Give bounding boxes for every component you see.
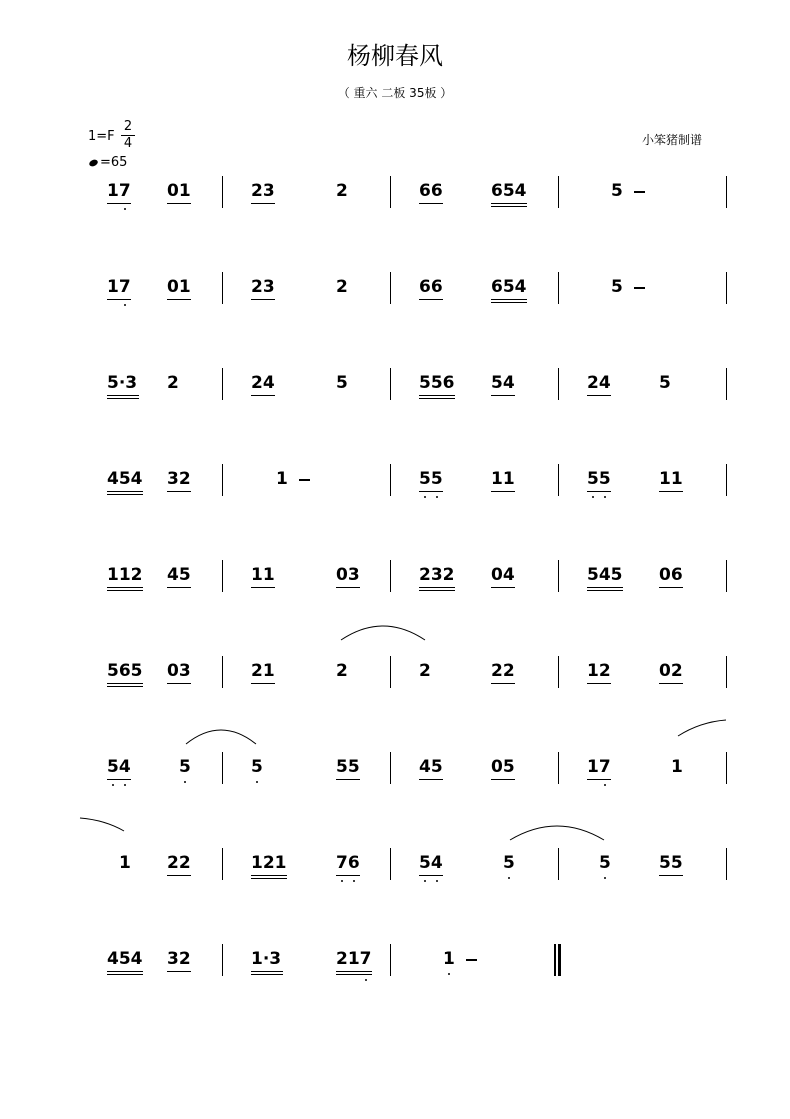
note-group: 565 bbox=[107, 661, 143, 681]
note-group: 12 bbox=[587, 661, 611, 681]
note-group: 55 bbox=[587, 469, 611, 489]
slur bbox=[341, 626, 425, 640]
note-group: 32 bbox=[167, 949, 191, 969]
slur bbox=[678, 720, 726, 736]
note-group: 11 bbox=[659, 469, 683, 489]
arranger-credit: 小笨猪制谱 bbox=[641, 133, 702, 147]
note-group: 66 bbox=[419, 181, 443, 201]
note-group: 76 bbox=[336, 853, 360, 873]
note-group: 1 bbox=[119, 853, 131, 873]
note-group: 24 bbox=[587, 373, 611, 393]
note-group: 02 bbox=[659, 661, 683, 681]
note-group: 5 bbox=[251, 757, 263, 777]
note-group: 55 bbox=[419, 469, 443, 489]
note-group: 217 bbox=[336, 949, 372, 969]
note-group: 54 bbox=[491, 373, 515, 393]
note-group: 45 bbox=[419, 757, 443, 777]
slur bbox=[186, 730, 256, 744]
note-group: 04 bbox=[491, 565, 515, 585]
note-group: 22 bbox=[491, 661, 515, 681]
note-group: 112 bbox=[107, 565, 143, 585]
note-group: 55 bbox=[659, 853, 683, 873]
score-title: 杨柳春风 bbox=[347, 42, 443, 70]
note-group: 654 bbox=[491, 181, 527, 201]
note-group: 454 bbox=[107, 469, 143, 489]
score-subtitle: （ 重六 二板 35板 ） bbox=[337, 86, 453, 100]
note-group: 556 bbox=[419, 373, 455, 393]
note-group: 23 bbox=[251, 181, 275, 201]
note-group: 545 bbox=[587, 565, 623, 585]
note-group: 24 bbox=[251, 373, 275, 393]
note-group: 5 bbox=[599, 853, 611, 873]
note-group: 03 bbox=[336, 565, 360, 585]
note-group: 66 bbox=[419, 277, 443, 297]
note-group: 54 bbox=[419, 853, 443, 873]
key-signature: 1=F bbox=[88, 129, 115, 144]
note-group: 32 bbox=[167, 469, 191, 489]
note-group: 05 bbox=[491, 757, 515, 777]
note-group: 2 bbox=[336, 661, 348, 681]
note-group: 5 bbox=[659, 373, 671, 393]
note-group: 22 bbox=[167, 853, 191, 873]
note-group: 2 bbox=[336, 181, 348, 201]
note-group: 01 bbox=[167, 277, 191, 297]
note-group: 1·3 bbox=[251, 949, 282, 969]
note-group: 23 bbox=[251, 277, 275, 297]
time-denominator: 4 bbox=[121, 135, 135, 152]
note-group: 54 bbox=[107, 757, 131, 777]
note-group: 5 bbox=[503, 853, 515, 873]
note-group: 01 bbox=[167, 181, 191, 201]
note-group: 121 bbox=[251, 853, 287, 873]
time-numerator: 2 bbox=[123, 119, 133, 134]
note-group: 2 bbox=[167, 373, 179, 393]
note-group: 5 bbox=[611, 277, 623, 297]
note-group: 654 bbox=[491, 277, 527, 297]
note-group: 5 bbox=[179, 757, 191, 777]
note-group: 11 bbox=[251, 565, 275, 585]
note-group: 11 bbox=[491, 469, 515, 489]
note-group: 17 bbox=[107, 181, 131, 201]
note-group: 21 bbox=[251, 661, 275, 681]
note-group: 03 bbox=[167, 661, 191, 681]
note-group: 45 bbox=[167, 565, 191, 585]
note-group: 5 bbox=[336, 373, 348, 393]
note-group: 232 bbox=[419, 565, 455, 585]
note-group: 06 bbox=[659, 565, 683, 585]
note-group: 1 bbox=[671, 757, 683, 777]
slur bbox=[80, 818, 124, 831]
slur bbox=[510, 826, 604, 840]
note-group: 1 bbox=[276, 469, 288, 489]
tempo-marking: =65 bbox=[100, 155, 128, 170]
note-group: 17 bbox=[107, 277, 131, 297]
note-group: 454 bbox=[107, 949, 143, 969]
note-group: 1 bbox=[443, 949, 455, 969]
note-group: 5·3 bbox=[107, 373, 138, 393]
note-group: 17 bbox=[587, 757, 611, 777]
note-group: 55 bbox=[336, 757, 360, 777]
note-group: 5 bbox=[611, 181, 623, 201]
note-group: 2 bbox=[419, 661, 431, 681]
note-group: 2 bbox=[336, 277, 348, 297]
